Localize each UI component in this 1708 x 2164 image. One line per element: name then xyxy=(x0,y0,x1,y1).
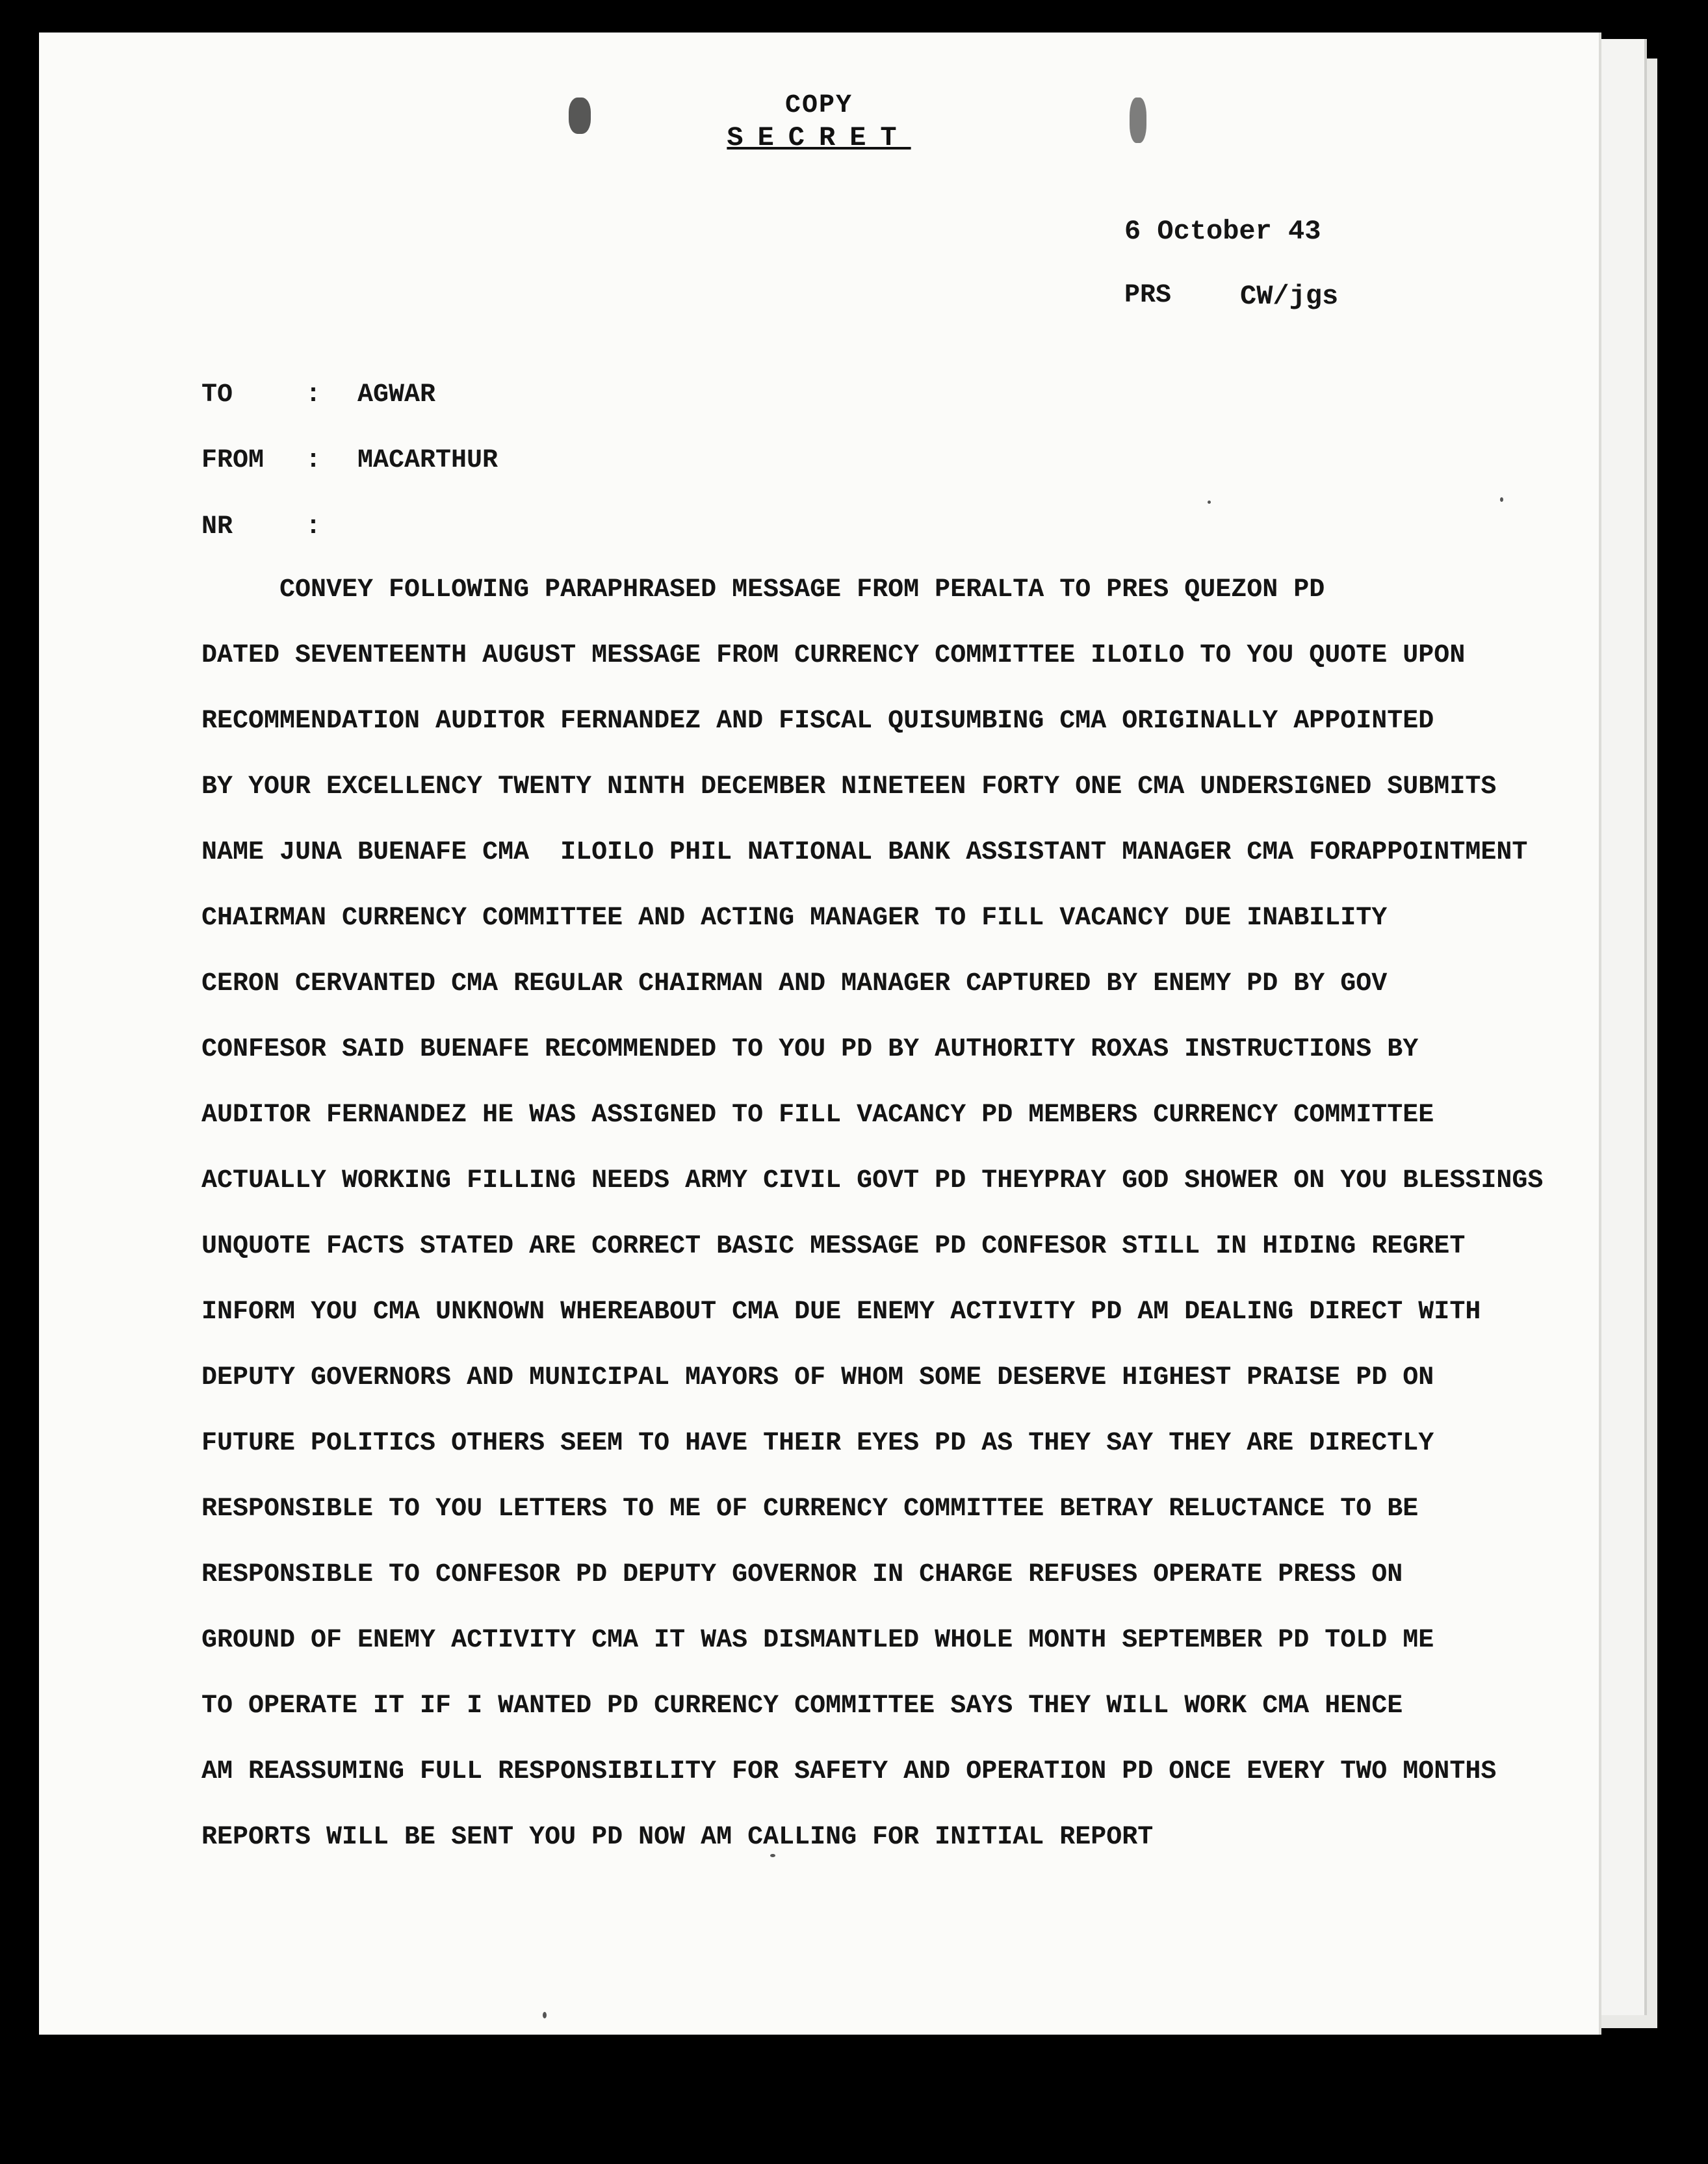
to-label: TO xyxy=(201,380,233,410)
body-line: INFORM YOU CMA UNKNOWN WHEREABOUT CMA DUE ENEMY ACTIVITY PD AM DEALING DIRECT WITH xyxy=(201,1297,1481,1327)
copy-heading: COPY xyxy=(784,91,853,120)
body-line: CERON CERVANTED CMA REGULAR CHAIRMAN AND MANAGER CAPTURED BY ENEMY PD BY GOV xyxy=(201,969,1388,998)
classification-heading: SECRET xyxy=(727,122,911,153)
nr-colon: : xyxy=(305,512,322,541)
body-line: UNQUOTE FACTS STATED ARE CORRECT BASIC MESSAGE PD CONFESOR STILL IN HIDING REGRET xyxy=(201,1232,1466,1261)
reference-code-right: CW/jgs xyxy=(1240,281,1339,312)
body-line: REPORTS WILL BE SENT YOU PD NOW AM CALLING FOR INITIAL REPORT xyxy=(201,1823,1154,1852)
ink-speck xyxy=(1500,497,1503,502)
to-field xyxy=(201,380,435,410)
ink-speck xyxy=(543,2012,547,2018)
from-label: FROM xyxy=(201,446,265,475)
body-line: FUTURE POLITICS OTHERS SEEM TO HAVE THEIR EYES PD AS THEY SAY THEY ARE DIRECTLY xyxy=(201,1429,1434,1458)
body-line: AUDITOR FERNANDEZ HE WAS ASSIGNED TO FILL VACANCY PD MEMBERS CURRENCY COMMITTEE xyxy=(201,1101,1434,1130)
body-line: CONFESOR SAID BUENAFE RECOMMENDED TO YOU PD BY AUTHORITY ROXAS INSTRUCTIONS BY xyxy=(201,1035,1419,1064)
body-line: DATED SEVENTEENTH AUGUST MESSAGE FROM CURRENCY COMMITTEE ILOILO TO YOU QUOTE UPON xyxy=(201,641,1466,670)
from-field xyxy=(201,446,498,475)
body-line: GROUND OF ENEMY ACTIVITY CMA IT WAS DISMANTLED WHOLE MONTH SEPTEMBER PD TOLD ME xyxy=(201,1626,1434,1655)
body-line: ACTUALLY WORKING FILLING NEEDS ARMY CIVIL GOVT PD THEYPRAY GOD SHOWER ON YOU BLESSINGS xyxy=(201,1166,1544,1195)
from-colon: : xyxy=(305,446,322,475)
ink-speck xyxy=(1208,501,1211,504)
body-line: RESPONSIBLE TO YOU LETTERS TO ME OF CURRENCY COMMITTEE BETRAY RELUCTANCE TO BE xyxy=(201,1494,1419,1524)
nr-field xyxy=(201,512,357,541)
body-line: BY YOUR EXCELLENCY TWENTY NINTH DECEMBER NINETEEN FORTY ONE CMA UNDERSIGNED SUBMITS xyxy=(201,772,1497,802)
ink-speck xyxy=(770,1854,775,1857)
body-line: NAME JUNA BUENAFE CMA ILOILO PHIL NATIONAL BANK ASSISTANT MANAGER CMA FORAPPOINTMENT xyxy=(201,838,1528,867)
body-line: RECOMMENDATION AUDITOR FERNANDEZ AND FISCAL QUISUMBING CMA ORIGINALLY APPOINTED xyxy=(201,707,1434,736)
body-line: RESPONSIBLE TO CONFESOR PD DEPUTY GOVERNOR IN CHARGE REFUSES OPERATE PRESS ON xyxy=(201,1560,1403,1589)
reference-code-left: PRS xyxy=(1124,281,1172,310)
body-line: CONVEY FOLLOWING PARAPHRASED MESSAGE FROM PERALTA TO PRES QUEZON PD xyxy=(201,575,1325,605)
nr-label: NR xyxy=(201,512,233,541)
body-line: TO OPERATE IT IF I WANTED PD CURRENCY COMMITTEE SAYS THEY WILL WORK CMA HENCE xyxy=(201,1691,1403,1721)
to-value: AGWAR xyxy=(357,380,436,410)
body-line: AM REASSUMING FULL RESPONSIBILITY FOR SAFETY AND OPERATION PD ONCE EVERY TWO MONTHS xyxy=(201,1757,1497,1786)
body-line: CHAIRMAN CURRENCY COMMITTEE AND ACTING MANAGER TO FILL VACANCY DUE INABILITY xyxy=(201,904,1388,933)
document-page xyxy=(39,33,1599,2035)
body-line: DEPUTY GOVERNORS AND MUNICIPAL MAYORS OF WHOM SOME DESERVE HIGHEST PRAISE PD ON xyxy=(201,1363,1434,1392)
to-colon: : xyxy=(305,380,322,410)
from-value: MACARTHUR xyxy=(357,446,498,475)
message-date: 6 October 43 xyxy=(1124,216,1321,247)
